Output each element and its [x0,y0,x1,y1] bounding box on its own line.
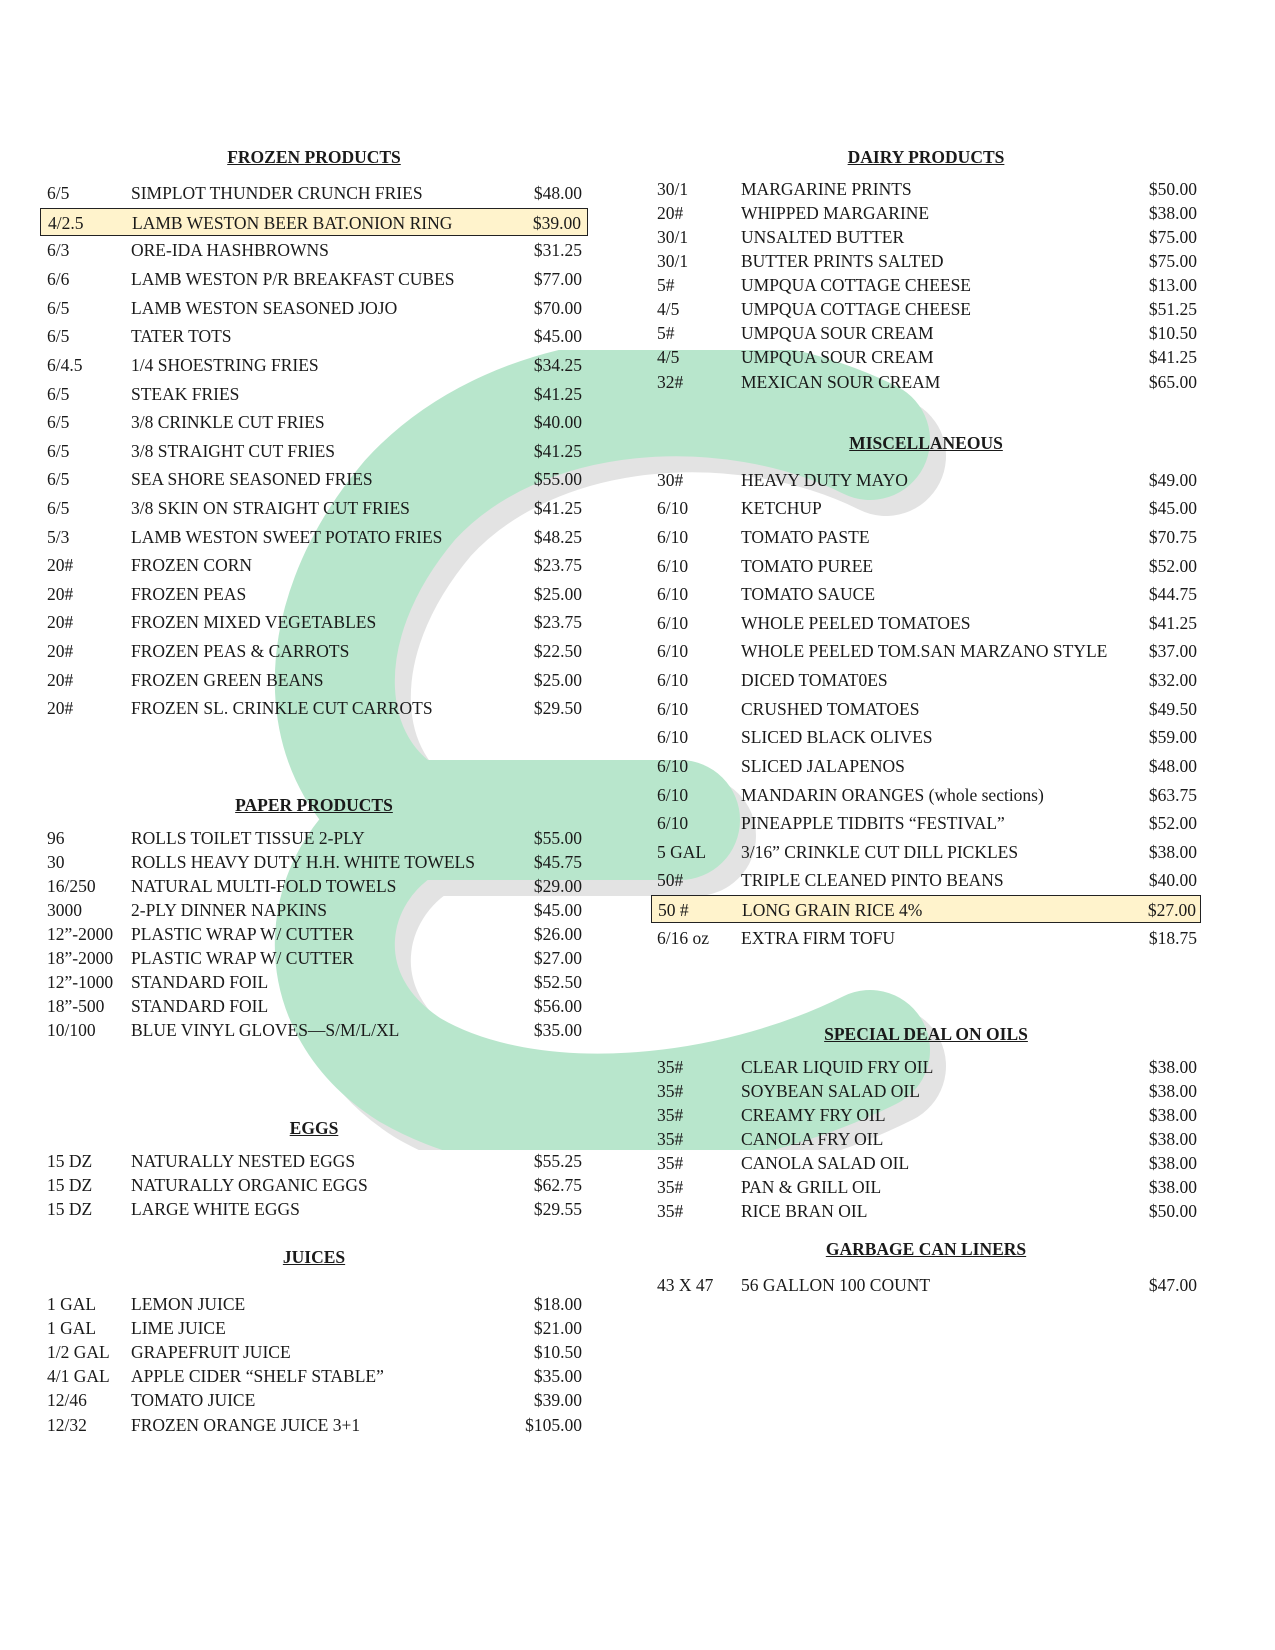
item-price: $70.00 [533,298,582,318]
price-row [651,523,1201,551]
item-name: RICE BRAN OIL [741,1201,868,1221]
item-name: TOMATO JUICE [131,1390,256,1410]
item-size: 12”-2000 [47,924,114,944]
item-name: FROZEN SL. CRINKLE CUT CARROTS [131,698,433,718]
item-size: 50 # [658,900,689,920]
item-name: STANDARD FOIL [131,996,269,1016]
item-name: CANOLA SALAD OIL [741,1153,910,1173]
item-name: KETCHUP [741,498,822,518]
item-price: $51.25 [1148,299,1197,319]
price-row [651,695,1201,723]
item-size: 6/5 [47,326,70,346]
price-row [40,265,588,293]
price-row [651,494,1201,522]
item-name: UMPQUA SOUR CREAM [741,347,934,367]
item-price: $25.00 [533,670,582,690]
item-price: $38.00 [1148,1153,1197,1173]
item-name: STEAK FRIES [131,384,240,404]
item-price: $35.00 [533,1366,582,1386]
item-price: $40.00 [533,412,582,432]
item-name: PAN & GRILL OIL [741,1177,882,1197]
price-row [40,551,588,579]
item-size: 20# [47,555,74,575]
item-name: WHOLE PEELED TOM.SAN MARZANO STYLE [741,641,1108,661]
item-price: $50.00 [1148,1201,1197,1221]
price-row [651,838,1201,866]
item-price: $55.00 [533,469,582,489]
item-name: WHOLE PEELED TOMATOES [741,613,971,633]
item-size: 20# [47,641,74,661]
dairy-products-section [651,145,1201,392]
item-price: $38.00 [1148,203,1197,223]
eggs-section [40,1116,588,1219]
item-price: $49.00 [1148,470,1197,490]
item-price: $27.00 [533,948,582,968]
price-row [651,809,1201,837]
item-name: BUTTER PRINTS SALTED [741,251,944,271]
item-size: 6/10 [657,498,689,518]
price-row [40,608,588,636]
item-name: LARGE WHITE EGGS [131,1199,300,1219]
item-name: APPLE CIDER “SHELF STABLE” [131,1366,384,1386]
item-price: $77.00 [533,269,582,289]
item-price: $41.25 [1148,613,1197,633]
item-size: 6/5 [47,183,70,203]
item-size: 20# [47,612,74,632]
item-name: TRIPLE CLEANED PINTO BEANS [741,870,1004,890]
item-price: $38.00 [1148,1105,1197,1125]
item-name: ROLLS TOILET TISSUE 2-PLY [131,828,365,848]
price-row [651,752,1201,780]
item-name: ORE-IDA HASHBROWNS [131,240,329,260]
item-price: $32.00 [1148,670,1197,690]
item-size: 6/4.5 [47,355,83,375]
item-name: 3/8 STRAIGHT CUT FRIES [131,441,336,461]
item-name: FROZEN PEAS & CARROTS [131,641,350,661]
price-row [40,465,588,493]
item-price: $49.50 [1148,699,1197,719]
item-size: 6/10 [657,699,689,719]
item-size: 5/3 [47,527,70,547]
item-price: $44.75 [1148,584,1197,604]
item-price: $52.00 [1148,813,1197,833]
item-size: 20# [47,698,74,718]
item-price: $45.00 [533,900,582,920]
item-name: UNSALTED BUTTER [741,227,905,247]
price-row [651,552,1201,580]
item-size: 6/5 [47,298,70,318]
item-size: 16/250 [47,876,96,896]
item-name: FROZEN ORANGE JUICE 3+1 [131,1415,361,1435]
item-price: $52.50 [533,972,582,992]
item-name: CREAMY FRY OIL [741,1105,886,1125]
item-name: PINEAPPLE TIDBITS “FESTIVAL” [741,813,1005,833]
price-row [651,924,1201,952]
item-size: 6/5 [47,469,70,489]
price-row [651,637,1201,665]
item-size: 6/10 [657,556,689,576]
item-price: $29.50 [533,698,582,718]
item-size: 6/3 [47,240,70,260]
item-size: 6/10 [657,670,689,690]
item-price: $45.00 [533,326,582,346]
item-size: 20# [47,584,74,604]
item-price: $38.00 [1148,842,1197,862]
price-row [651,866,1201,894]
item-price: $38.00 [1148,1177,1197,1197]
price-row [651,723,1201,751]
item-size: 5# [657,323,675,343]
price-row [40,494,588,522]
price-row [651,609,1201,637]
item-size: 32# [657,372,684,392]
item-size: 12”-1000 [47,972,114,992]
item-size: 6/5 [47,412,70,432]
item-name: 56 GALLON 100 COUNT [741,1275,931,1295]
item-name: FROZEN GREEN BEANS [131,670,324,690]
item-name: TOMATO PASTE [741,527,870,547]
item-name: BLUE VINYL GLOVES—S/M/L/XL [131,1020,400,1040]
item-price: $26.00 [533,924,582,944]
item-price: $41.25 [1148,347,1197,367]
price-row [40,580,588,608]
item-price: $37.00 [1148,641,1197,661]
item-price: $38.00 [1148,1129,1197,1149]
section-title: MISCELLANEOUS [849,433,1003,453]
item-size: 5# [657,275,675,295]
item-size: 35# [657,1105,684,1125]
item-price: $39.00 [533,1390,582,1410]
price-row [40,1386,588,1414]
item-name: LAMB WESTON P/R BREAKFAST CUBES [131,269,455,289]
item-name: SEA SHORE SEASONED FRIES [131,469,373,489]
item-size: 6/16 oz [657,928,710,948]
section-title: PAPER PRODUCTS [235,795,393,815]
price-row [651,1197,1201,1225]
item-price: $48.00 [1148,756,1197,776]
item-size: 10/100 [47,1020,96,1040]
item-name: SIMPLOT THUNDER CRUNCH FRIES [131,183,423,203]
item-size: 35# [657,1201,684,1221]
item-price: $56.00 [533,996,582,1016]
price-row [651,781,1201,809]
item-name: PLASTIC WRAP W/ CUTTER [131,924,354,944]
price-row [40,1411,588,1439]
item-size: 35# [657,1129,684,1149]
price-row [651,580,1201,608]
item-price: $59.00 [1148,727,1197,747]
item-size: 30/1 [657,251,689,271]
price-row [651,666,1201,694]
item-size: 15 DZ [47,1199,93,1219]
item-name: MANDARIN ORANGES (whole sections) [741,785,1044,805]
special-deal-oils-section [651,1022,1201,1221]
price-row [40,1195,588,1223]
item-name: NATURAL MULTI-FOLD TOWELS [131,876,397,896]
item-name: 3/8 SKIN ON STRAIGHT CUT FRIES [131,498,410,518]
item-name: LAMB WESTON SWEET POTATO FRIES [131,527,443,547]
item-name: EXTRA FIRM TOFU [741,928,895,948]
item-size: 6/5 [47,441,70,461]
item-price: $40.00 [1148,870,1197,890]
item-price: $38.00 [1148,1081,1197,1101]
item-price: $10.50 [1148,323,1197,343]
item-size: 30# [657,470,684,490]
juices-section [40,1245,588,1435]
item-price: $52.00 [1148,556,1197,576]
item-name: ROLLS HEAVY DUTY H.H. WHITE TOWELS [131,852,475,872]
item-size: 18”-2000 [47,948,114,968]
item-size: 20# [47,670,74,690]
item-price: $70.75 [1148,527,1197,547]
item-name: LEMON JUICE [131,1294,246,1314]
item-price: $48.25 [533,527,582,547]
price-row [651,343,1201,371]
item-price: $23.75 [533,612,582,632]
item-size: 15 DZ [47,1151,93,1171]
item-size: 6/5 [47,384,70,404]
section-title: DAIRY PRODUCTS [847,147,1005,167]
price-row [40,351,588,379]
item-size: 1 GAL [47,1318,97,1338]
item-size: 35# [657,1081,684,1101]
item-price: $63.75 [1148,785,1197,805]
item-size: 43 X 47 [657,1275,714,1295]
item-price: $41.25 [533,498,582,518]
section-title: SPECIAL DEAL ON OILS [824,1024,1028,1044]
item-name: PLASTIC WRAP W/ CUTTER [131,948,354,968]
item-price: $13.00 [1148,275,1197,295]
item-size: 30/1 [657,227,689,247]
item-name: CANOLA FRY OIL [741,1129,884,1149]
item-size: 6/10 [657,584,689,604]
item-price: $27.00 [1147,900,1196,920]
item-price: $62.75 [533,1175,582,1195]
price-row [40,408,588,436]
item-price: $50.00 [1148,179,1197,199]
item-size: 4/5 [657,347,680,367]
price-row [40,694,588,722]
item-name: UMPQUA SOUR CREAM [741,323,934,343]
item-name: TOMATO SAUCE [741,584,876,604]
item-name: SLICED BLACK OLIVES [741,727,933,747]
item-size: 12/32 [47,1415,87,1435]
miscellaneous-section [651,431,1201,948]
price-row [40,179,588,207]
item-size: 1 GAL [47,1294,97,1314]
item-size: 6/10 [657,727,689,747]
item-name: NATURALLY ORGANIC EGGS [131,1175,368,1195]
item-size: 30/1 [657,179,689,199]
price-row [40,322,588,350]
item-name: UMPQUA COTTAGE CHEESE [741,299,971,319]
price-row [651,1271,1201,1299]
item-size: 35# [657,1177,684,1197]
item-size: 6/10 [657,613,689,633]
item-name: SLICED JALAPENOS [741,756,905,776]
item-size: 18”-500 [47,996,105,1016]
item-size: 6/6 [47,269,70,289]
item-size: 4/5 [657,299,680,319]
item-name: WHIPPED MARGARINE [741,203,930,223]
price-row [40,208,588,236]
section-title: EGGS [289,1118,339,1138]
item-size: 4/1 GAL [47,1366,110,1386]
item-name: TOMATO PUREE [741,556,874,576]
item-size: 6/5 [47,498,70,518]
item-price: $22.50 [533,641,582,661]
item-price: $35.00 [533,1020,582,1040]
item-name: FROZEN CORN [131,555,253,575]
item-size: 50# [657,870,684,890]
item-name: TATER TOTS [131,326,232,346]
price-row [651,895,1201,923]
item-name: MEXICAN SOUR CREAM [741,372,941,392]
item-name: LAMB WESTON SEASONED JOJO [131,298,398,318]
item-name: DICED TOMAT0ES [741,670,888,690]
item-size: 35# [657,1153,684,1173]
garbage-can-liners-section [651,1237,1201,1295]
price-row [651,368,1201,396]
item-size: 15 DZ [47,1175,93,1195]
item-price: $48.00 [533,183,582,203]
price-row [40,437,588,465]
item-name: STANDARD FOIL [131,972,269,992]
item-size: 35# [657,1057,684,1077]
item-name: 1/4 SHOESTRING FRIES [131,355,319,375]
item-name: HEAVY DUTY MAYO [741,470,908,490]
frozen-products-section [40,145,588,718]
item-name: MARGARINE PRINTS [741,179,912,199]
item-size: 3000 [47,900,82,920]
item-size: 6/10 [657,813,689,833]
item-size: 1/2 GAL [47,1342,110,1362]
item-price: $29.55 [533,1199,582,1219]
item-size: 30 [47,852,65,872]
item-size: 5 GAL [657,842,707,862]
item-name: SOYBEAN SALAD OIL [741,1081,920,1101]
item-name: 3/8 CRINKLE CUT FRIES [131,412,325,432]
item-name: 2-PLY DINNER NAPKINS [131,900,327,920]
item-size: 6/10 [657,756,689,776]
item-price: $45.75 [533,852,582,872]
item-price: $34.25 [533,355,582,375]
item-price: $45.00 [1148,498,1197,518]
item-price: $65.00 [1148,372,1197,392]
item-size: 6/10 [657,527,689,547]
item-name: FROZEN MIXED VEGETABLES [131,612,377,632]
item-name: CRUSHED TOMATOES [741,699,920,719]
item-price: $25.00 [533,584,582,604]
item-size: 6/10 [657,641,689,661]
item-size: 96 [47,828,65,848]
section-title: FROZEN PRODUCTS [227,147,401,167]
section-title: JUICES [282,1247,346,1267]
item-price: $23.75 [533,555,582,575]
price-row [40,637,588,665]
item-price: $29.00 [533,876,582,896]
item-name: 3/16” CRINKLE CUT DILL PICKLES [741,842,1019,862]
item-price: $18.00 [533,1294,582,1314]
price-row [40,294,588,322]
item-name: FROZEN PEAS [131,584,247,604]
item-price: $21.00 [533,1318,582,1338]
item-price: $18.75 [1148,928,1197,948]
price-row [40,523,588,551]
item-size: 4/2.5 [48,213,84,233]
item-price: $41.25 [533,441,582,461]
price-row [40,236,588,264]
item-name: CLEAR LIQUID FRY OIL [741,1057,934,1077]
price-row [40,666,588,694]
item-size: 6/10 [657,785,689,805]
item-name: UMPQUA COTTAGE CHEESE [741,275,971,295]
item-name: LAMB WESTON BEER BAT.ONION RING [132,213,453,233]
item-price: $55.25 [533,1151,582,1171]
item-price: $31.25 [533,240,582,260]
item-price: $47.00 [1148,1275,1197,1295]
price-row [651,466,1201,494]
paper-products-section [40,793,588,1040]
item-name: NATURALLY NESTED EGGS [131,1151,356,1171]
item-price: $10.50 [533,1342,582,1362]
section-title: GARBAGE CAN LINERS [825,1239,1027,1259]
item-price: $55.00 [533,828,582,848]
item-price: $75.00 [1148,251,1197,271]
item-price: $75.00 [1148,227,1197,247]
price-row [40,1016,588,1044]
item-price: $38.00 [1148,1057,1197,1077]
price-row [40,380,588,408]
item-price: $39.00 [532,213,581,233]
item-name: GRAPEFRUIT JUICE [131,1342,291,1362]
item-price: $105.00 [525,1415,582,1435]
item-name: LIME JUICE [131,1318,226,1338]
item-size: 12/46 [47,1390,87,1410]
item-name: LONG GRAIN RICE 4% [742,900,923,920]
item-size: 20# [657,203,684,223]
item-price: $41.25 [533,384,582,404]
